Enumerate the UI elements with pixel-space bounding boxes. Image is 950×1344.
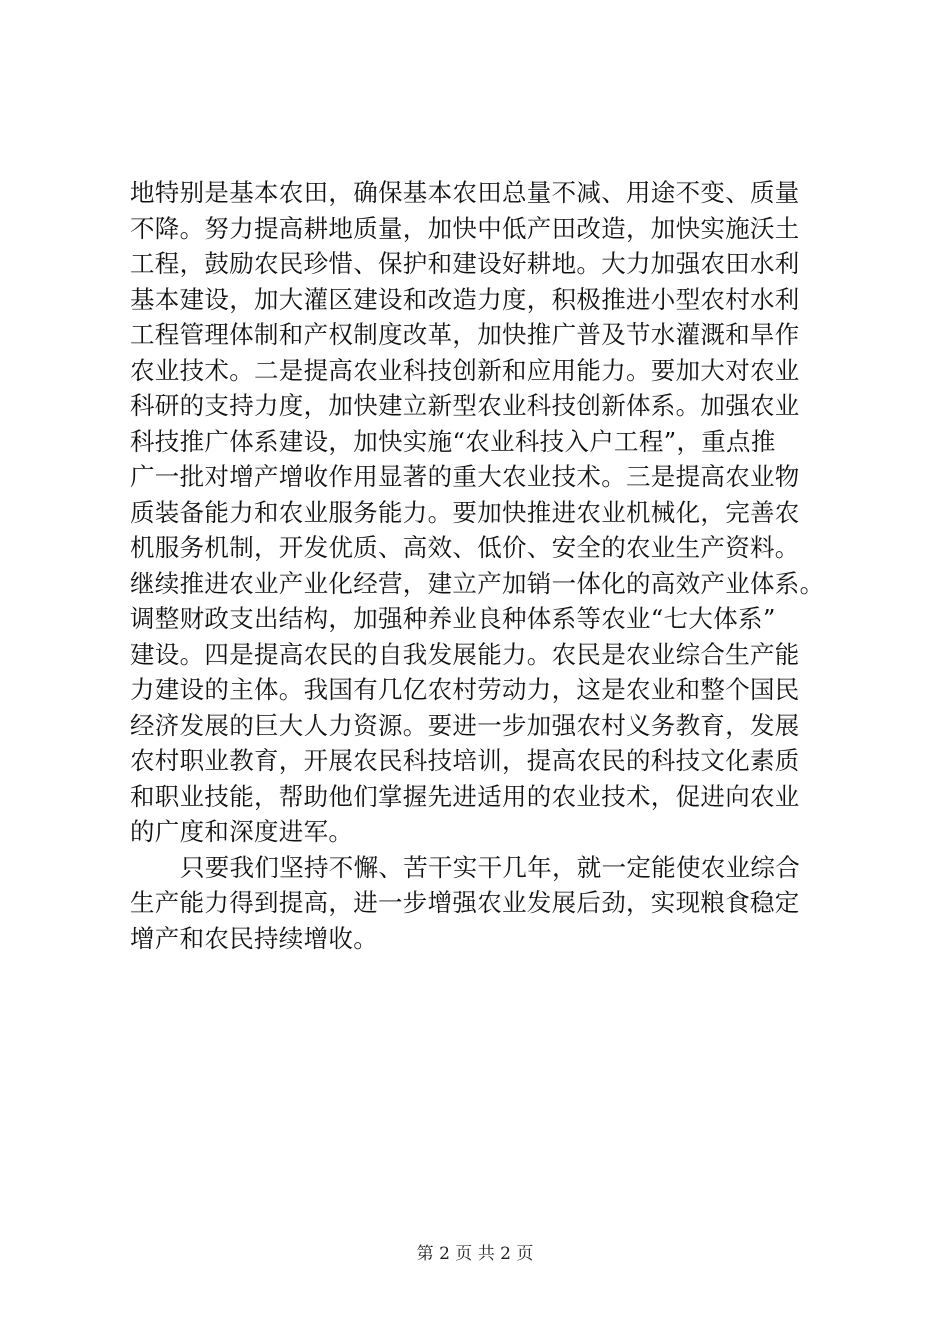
text-line: 的广度和深度进军。	[130, 817, 354, 846]
text-line: 不降。努力提高耕地质量，加快中低产田改造，加快实施沃土	[130, 213, 800, 243]
text-line: 经济发展的巨大人力资源。要进一步加强农村义务教育，发展	[130, 710, 800, 740]
text-line: 广一批对增产增收作用显著的重大农业技术。三是提高农业物	[130, 462, 800, 491]
body-text	[130, 175, 830, 956]
text-line: 机服务机制，开发优质、高效、低价、安全的农业生产资料。	[130, 533, 800, 562]
text-line: 和职业技能，帮助他们掌握先进适用的农业技术，促进向农业	[130, 781, 800, 811]
text-line: 工程管理体制和产权制度改革，加快推广普及节水灌溉和旱作	[130, 320, 800, 349]
page-number: 第 2 页 共 2 页	[416, 1244, 534, 1264]
text-line: 增产和农民持续增收。	[130, 923, 378, 953]
text-line: 基本建设，加大灌区建设和改造力度，积极推进小型农村水利	[130, 284, 800, 314]
paragraph-1	[130, 175, 830, 850]
text-line: 只要我们坚持不懈、苦干实干几年，就一定能使农业综合	[180, 852, 800, 882]
text-line: 农业技术。二是提高农业科技创新和应用能力。要加大对农业	[130, 355, 800, 385]
paragraph-2	[130, 850, 830, 957]
text-line: 工程，鼓励农民珍惜、保护和建设好耕地。大力加强农田水利	[130, 249, 800, 278]
text-line: 力建设的主体。我国有几亿农村劳动力，这是农业和整个国民	[130, 675, 800, 704]
text-line: 生产能力得到提高，进一步增强农业发展后劲，实现粮食稳定	[130, 888, 800, 917]
text-line: 继续推进农业产业化经营，建立产加销一体化的高效产业体系。	[130, 568, 825, 598]
page-footer	[0, 1242, 950, 1266]
text-line: 科技推广体系建设，加快实施“农业科技入户工程”，重点推	[130, 426, 776, 456]
text-line: 科研的支持力度，加快建立新型农业科技创新体系。加强农业	[130, 391, 800, 420]
text-line: 建设。四是提高农民的自我发展能力。农民是农业综合生产能	[130, 639, 800, 669]
text-line: 地特别是基本农田，确保基本农田总量不减、用途不变、质量	[130, 178, 800, 207]
text-line: 质装备能力和农业服务能力。要加快推进农业机械化，完善农	[130, 497, 800, 527]
text-line: 农村职业教育，开展农民科技培训，提高农民的科技文化素质	[130, 746, 800, 775]
text-line: 调整财政支出结构，加强种养业良种体系等农业“七大体系”	[130, 604, 776, 633]
